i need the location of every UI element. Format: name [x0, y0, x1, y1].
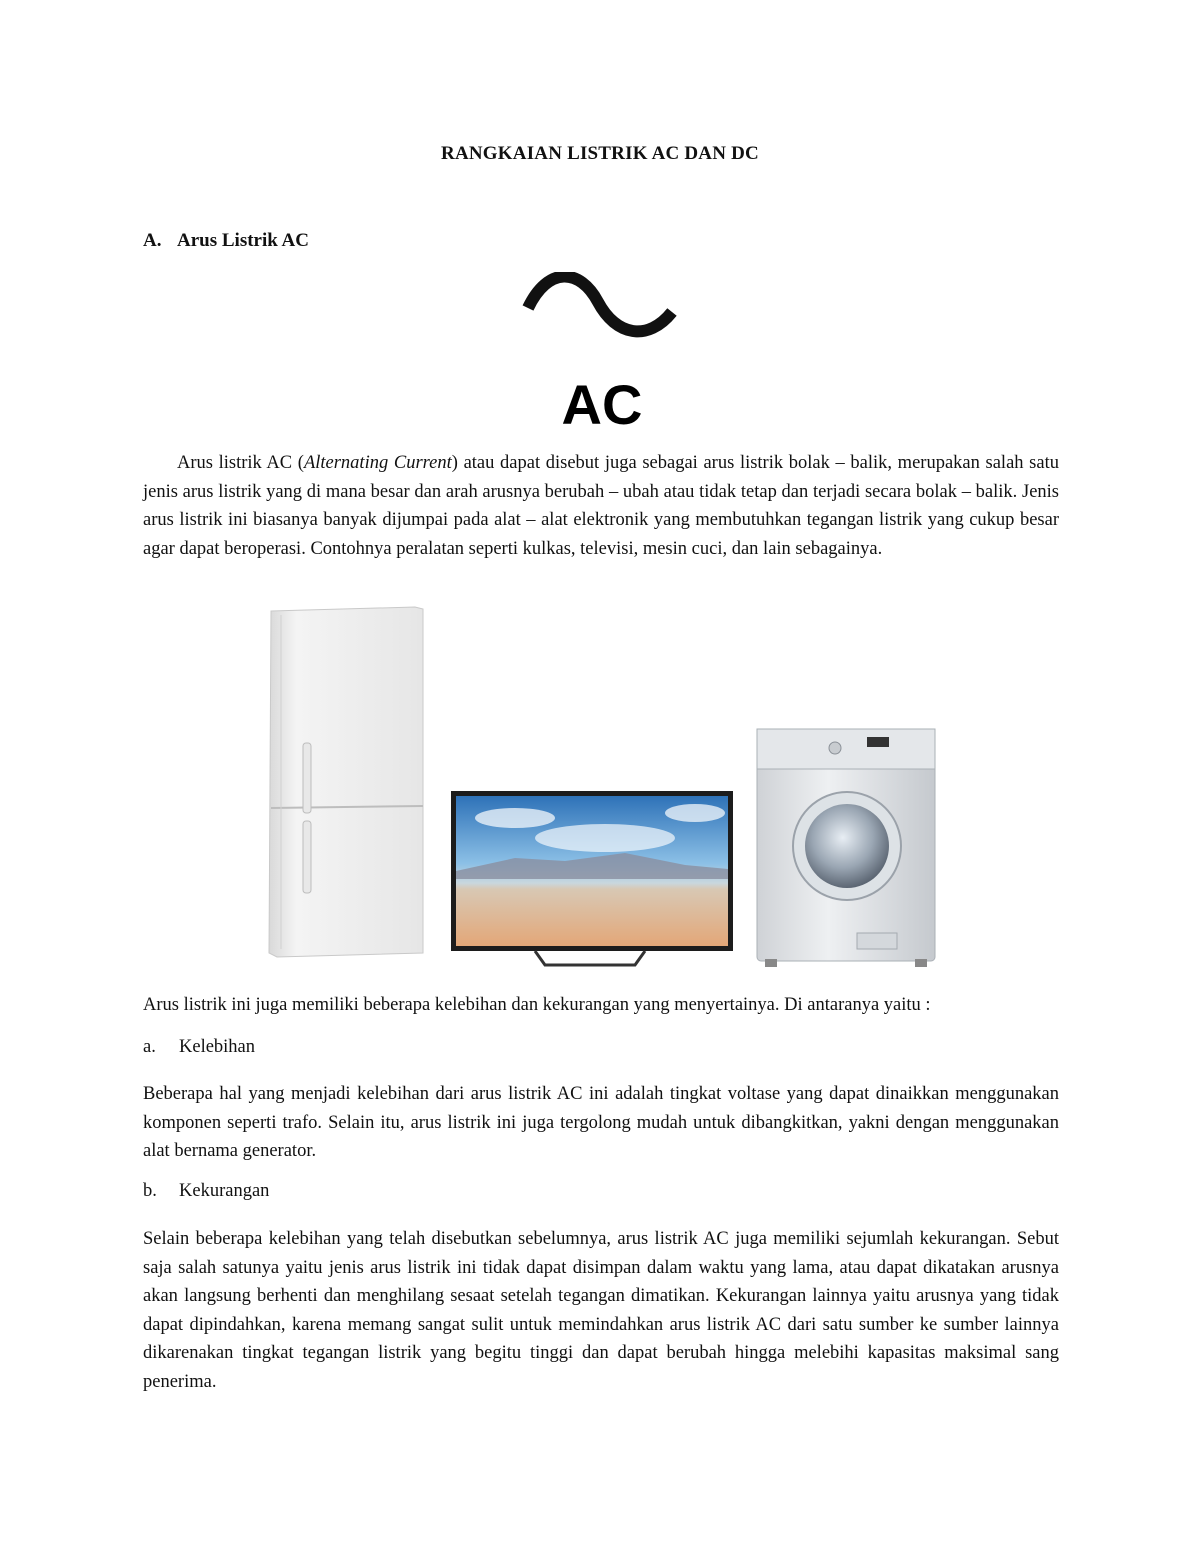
list-item-label: Kekurangan: [179, 1181, 270, 1201]
paragraph-overview: Arus listrik ini juga memiliki beberapa kelebihan dan kekurangan yang menyertainya. Di antaranya yaitu :: [143, 995, 931, 1015]
ac-symbol-label: AC: [561, 373, 643, 436]
list-marker: a.: [143, 1037, 156, 1057]
section-number: A.: [143, 230, 162, 251]
paragraph-kelebihan: Beberapa hal yang menjadi kelebihan dari arus listrik AC ini adalah tingkat voltase yang dapat dinaikkan menggunakan komponen seperti trafo. Selain itu, arus listrik ini juga tergolong mudah untuk dibangkitkan, yakni dengan menggunakan alat bernama generator.: [143, 1084, 1059, 1162]
television-icon: [451, 791, 733, 965]
list-marker: b.: [143, 1181, 157, 1201]
section-heading-text: Arus Listrik AC: [177, 230, 309, 251]
paragraph-kekurangan: Selain beberapa kelebihan yang telah disebutkan sebelumnya, arus listrik AC juga memiliki sejumlah kekurangan. Sebut saja salah satunya yaitu jenis arus listrik ini tidak dapat disimpan dalam waktu yang lama, atau dapat dikatakan arusnya akan langsung berhenti dan menghilang sesaat setelah tegangan dimatikan. Kekurangan lainnya yaitu arusnya yang tidak dapat dipindahkan, karena memang sangat sulit untuk memindahkan arus listrik AC dari satu sumber ke sumber lainnya dikarenakan tingkat tegangan listrik yang begitu tinggi dan dapat berubah hingga melebihi kapasitas maksimal sang penerima.: [143, 1229, 1059, 1392]
page-title: RANGKAIAN LISTRIK AC DAN DC: [441, 143, 759, 164]
paragraph-intro-part1: Arus listrik AC (: [177, 453, 304, 473]
refrigerator-icon: [269, 607, 423, 957]
sine-wave-icon: [528, 276, 672, 331]
washing-machine-icon: [757, 729, 935, 967]
paragraph-intro-part2: ) atau dapat disebut juga sebagai arus listrik bolak – balik, merupakan salah satu jenis arus listrik yang di mana besar dan arah arusnya berubah – ubah atau tidak tetap dan terjadi secara bolak – balik. Jenis arus listrik ini biasanya banyak dijumpai pada alat – alat elektronik yang membutuhkan tegangan listrik yang cukup besar agar dapat beroperasi. Contohnya peralatan seperti kulkas, televisi, mesin cuci, dan lain sebagainya.: [143, 453, 1059, 559]
list-item-label: Kelebihan: [179, 1037, 256, 1057]
section-heading: [143, 230, 309, 252]
paragraph-intro-italic: Alternating Current: [303, 453, 452, 473]
appliances-image: [265, 603, 945, 973]
ac-symbol-image: [520, 272, 685, 437]
list-item-kekurangan: [143, 1181, 269, 1202]
list-item-kelebihan: [143, 1037, 255, 1058]
paragraph-intro: [143, 449, 1059, 563]
